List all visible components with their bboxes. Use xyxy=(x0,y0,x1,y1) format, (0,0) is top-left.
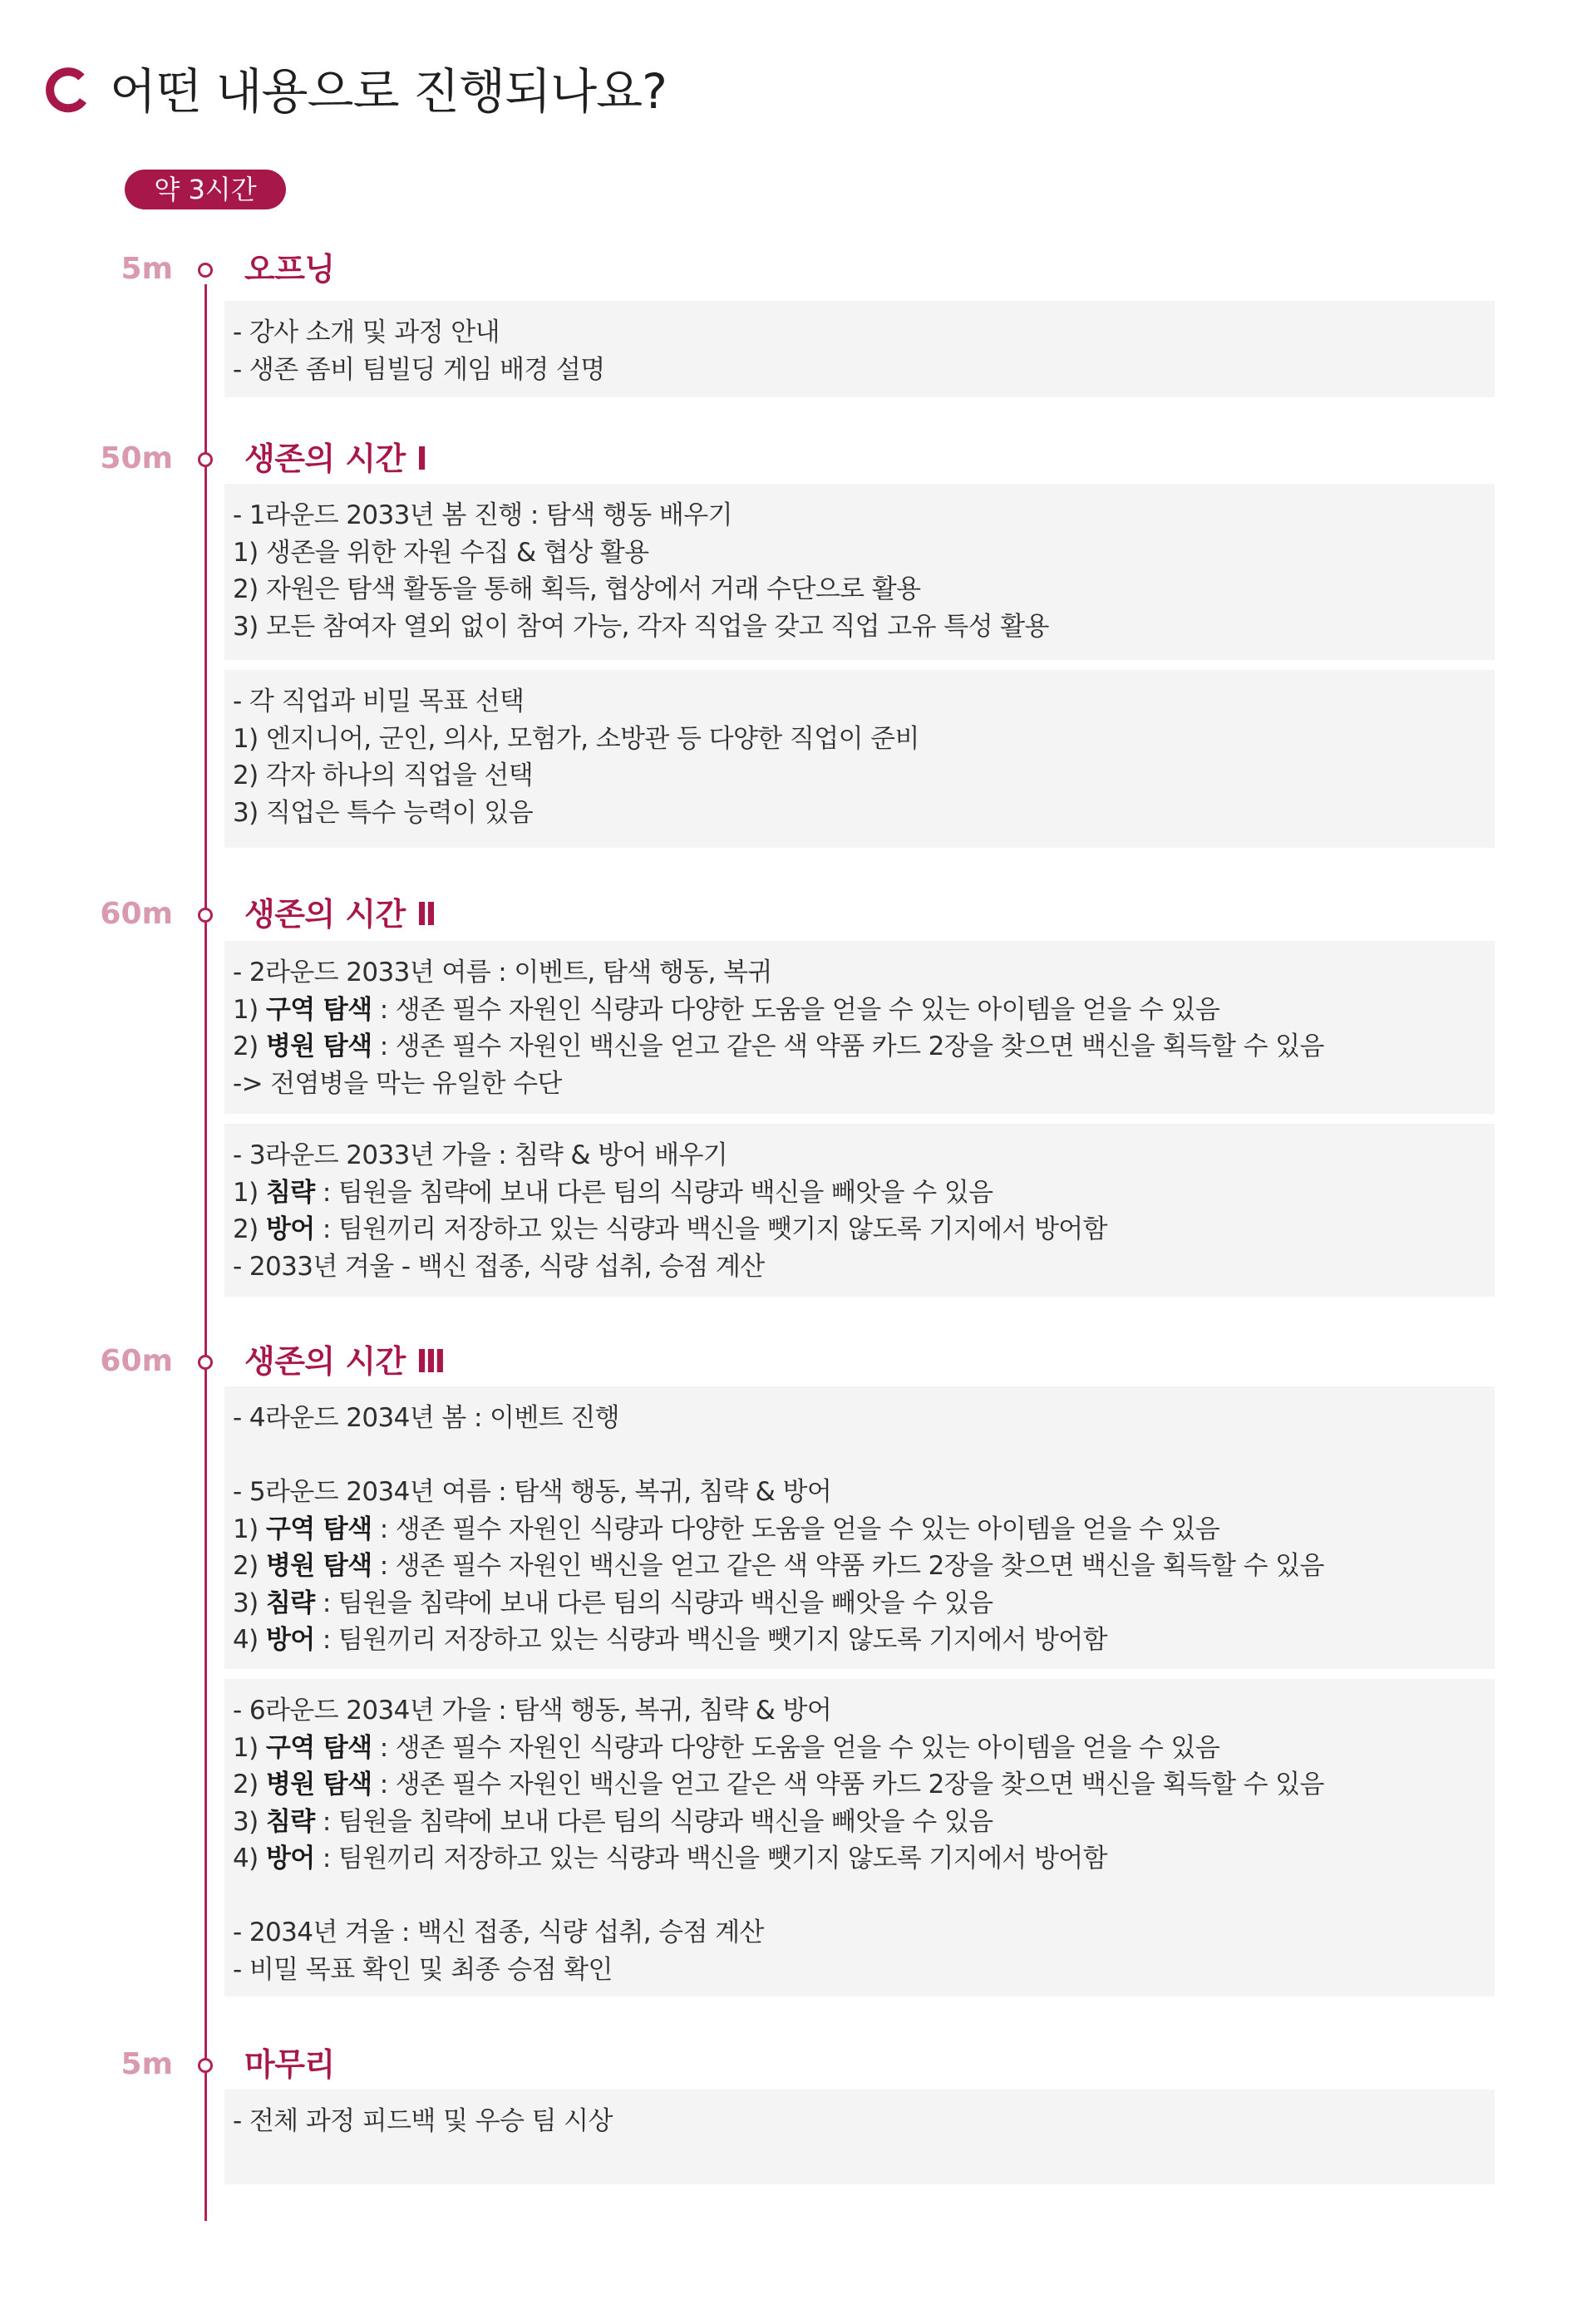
line-text: : 생존 필수 자원인 식량과 다양한 도움을 얻을 수 있는 아이템을 얻을 수 있음 xyxy=(372,1514,1220,1544)
duration-badge: 약 3시간 xyxy=(125,170,286,209)
agenda-line xyxy=(233,1174,1486,1212)
line-text: : 생존 필수 자원인 백신을 얻고 같은 색 약품 카드 2장을 찾으면 백신을 획득할 수 있음 xyxy=(372,1770,1324,1799)
timeline-line xyxy=(204,284,207,2221)
line-text: - 강사 소개 및 과정 안내 xyxy=(233,318,500,347)
line-text: 4) xyxy=(233,1625,266,1655)
section-title: 생존의 시간 Ⅲ xyxy=(244,1343,446,1380)
line-text: 1) xyxy=(233,1177,266,1208)
agenda-line xyxy=(233,571,1486,608)
line-text: - 2033년 겨울 - 백신 접종, 식량 섭취, 승점 계산 xyxy=(233,1251,765,1282)
section-duration: 60m xyxy=(100,1344,173,1378)
timeline-dot-icon xyxy=(198,452,213,467)
emphasis-text: 방어 xyxy=(265,1214,315,1244)
agenda-card xyxy=(224,1679,1495,1996)
section-duration: 50m xyxy=(100,441,173,475)
line-text: - 생존 좀비 팀빌딩 게임 배경 설명 xyxy=(233,354,605,385)
line-text: : 팀원을 침략에 보내 다른 팀의 식량과 백신을 빼앗을 수 있음 xyxy=(314,1806,993,1837)
section-title: 생존의 시간 Ⅰ xyxy=(244,441,428,477)
emphasis-text: 구역 탐색 xyxy=(265,994,372,1025)
agenda-line xyxy=(233,1028,1486,1066)
agenda-line xyxy=(233,608,1486,646)
agenda-line xyxy=(233,757,1486,795)
crimson-arc-logo-icon xyxy=(43,67,91,116)
line-text: - 전체 과정 피드백 및 우승 팀 시상 xyxy=(233,2106,613,2136)
agenda-line xyxy=(233,1400,1486,1437)
agenda-line xyxy=(233,1585,1486,1622)
line-spacer xyxy=(233,1878,1486,1915)
line-text: 1) xyxy=(233,1732,266,1763)
line-text: 2) xyxy=(233,1214,266,1244)
agenda-line xyxy=(233,1066,1486,1103)
emphasis-text: 침략 xyxy=(265,1177,315,1208)
line-text: : 팀원끼리 저장하고 있는 식량과 백신을 뺏기지 않도록 기지에서 방어함 xyxy=(314,1844,1107,1873)
line-text: : 생존 필수 자원인 식량과 다양한 도움을 얻을 수 있는 아이템을 얻을 수 있음 xyxy=(372,994,1220,1025)
line-text: 2) xyxy=(233,1770,266,1799)
line-text: 2) xyxy=(233,1551,266,1581)
emphasis-text: 방어 xyxy=(265,1844,315,1873)
agenda-line xyxy=(233,1622,1486,1659)
agenda-line xyxy=(233,1511,1486,1548)
emphasis-text: 침략 xyxy=(265,1806,315,1837)
line-text: : 생존 필수 자원인 백신을 얻고 같은 색 약품 카드 2장을 찾으면 백신을 획득할 수 있음 xyxy=(372,1551,1324,1581)
agenda-line xyxy=(233,1248,1486,1286)
emphasis-text: 방어 xyxy=(265,1625,315,1655)
line-text: - 3라운드 2033년 가을 : 침략 & 방어 배우기 xyxy=(233,1140,728,1170)
line-text: 3) 모든 참여자 열외 없이 참여 가능, 각자 직업을 갖고 직업 고유 특성 활용 xyxy=(233,611,1049,642)
line-spacer xyxy=(233,1437,1486,1475)
agenda-line xyxy=(233,721,1486,758)
section-duration: 60m xyxy=(100,897,173,931)
emphasis-text: 병원 탐색 xyxy=(265,1031,372,1061)
line-text: - 2034년 겨울 : 백신 접종, 식량 섭취, 승점 계산 xyxy=(233,1918,764,1947)
agenda-line xyxy=(233,2103,1486,2140)
agenda-line xyxy=(233,1211,1486,1248)
agenda-card xyxy=(224,670,1495,848)
agenda-card xyxy=(224,301,1495,397)
section-title: 생존의 시간 Ⅱ xyxy=(244,896,437,933)
emphasis-text: 병원 탐색 xyxy=(265,1551,372,1581)
agenda-line xyxy=(233,1804,1486,1841)
agenda-card xyxy=(224,2090,1495,2184)
agenda-card xyxy=(224,1124,1495,1297)
emphasis-text: 구역 탐색 xyxy=(265,1732,372,1763)
line-text: 2) xyxy=(233,1031,266,1061)
line-text: 3) xyxy=(233,1588,266,1618)
line-text: - 비밀 목표 확인 및 최종 승점 확인 xyxy=(233,1954,613,1985)
emphasis-text: 구역 탐색 xyxy=(265,1514,372,1544)
agenda-line xyxy=(233,1766,1486,1804)
agenda-line xyxy=(233,1692,1486,1730)
line-text: - 6라운드 2034년 가을 : 탐색 행동, 복귀, 침략 & 방어 xyxy=(233,1696,832,1726)
page-title: 어떤 내용으로 진행되나요? xyxy=(110,63,667,120)
agenda-line xyxy=(233,1137,1486,1174)
agenda-line xyxy=(233,1840,1486,1878)
page-header xyxy=(43,62,667,121)
timeline-dot-icon xyxy=(198,908,213,923)
agenda-line xyxy=(233,954,1486,992)
line-text: 2) 자원은 탐색 활동을 통해 획득, 협상에서 거래 수단으로 활용 xyxy=(233,574,921,604)
line-text: - 각 직업과 비밀 목표 선택 xyxy=(233,687,525,716)
line-text: -> 전염병을 막는 유일한 수단 xyxy=(233,1068,562,1099)
line-text: 1) 생존을 위한 자원 수집 & 협상 활용 xyxy=(233,537,649,568)
agenda-line xyxy=(233,992,1486,1029)
agenda-line xyxy=(233,1730,1486,1767)
agenda-line xyxy=(233,683,1486,721)
line-text: - 4라운드 2034년 봄 : 이벤트 진행 xyxy=(233,1403,620,1433)
line-text: 4) xyxy=(233,1844,266,1873)
line-text: 1) 엔지니어, 군인, 의사, 모험가, 소방관 등 다양한 직업이 준비 xyxy=(233,723,919,754)
agenda-line xyxy=(233,1914,1486,1952)
line-text: - 1라운드 2033년 봄 진행 : 탐색 행동 배우기 xyxy=(233,500,732,530)
line-text: 1) xyxy=(233,1514,266,1544)
line-text: 1) xyxy=(233,994,266,1025)
agenda-card xyxy=(224,484,1495,660)
line-text: : 생존 필수 자원인 백신을 얻고 같은 색 약품 카드 2장을 찾으면 백신을 획득할 수 있음 xyxy=(372,1031,1324,1061)
agenda-line xyxy=(233,497,1486,534)
timeline-dot-icon xyxy=(198,1355,213,1370)
emphasis-text: 침략 xyxy=(265,1588,315,1618)
agenda-line xyxy=(233,1548,1486,1585)
line-text: : 팀원을 침략에 보내 다른 팀의 식량과 백신을 빼앗을 수 있음 xyxy=(314,1588,993,1618)
line-text: : 팀원끼리 저장하고 있는 식량과 백신을 뺏기지 않도록 기지에서 방어함 xyxy=(314,1625,1107,1655)
line-text: - 5라운드 2034년 여름 : 탐색 행동, 복귀, 침략 & 방어 xyxy=(233,1477,832,1507)
agenda-line xyxy=(233,314,1486,352)
agenda-card xyxy=(224,1386,1495,1669)
line-text: : 팀원끼리 저장하고 있는 식량과 백신을 뺏기지 않도록 기지에서 방어함 xyxy=(314,1214,1107,1244)
agenda-line xyxy=(233,1474,1486,1511)
timeline-dot-icon xyxy=(198,2058,213,2073)
line-text: 3) 직업은 특수 능력이 있음 xyxy=(233,797,534,828)
timeline-dot-icon xyxy=(198,263,213,278)
line-text: 2) 각자 하나의 직업을 선택 xyxy=(233,761,534,790)
agenda-line xyxy=(233,352,1486,389)
section-duration: 5m xyxy=(121,252,173,286)
agenda-card xyxy=(224,941,1495,1114)
emphasis-text: 병원 탐색 xyxy=(265,1770,372,1799)
section-title: 오프닝 xyxy=(244,251,335,288)
section-title: 마무리 xyxy=(244,2046,335,2083)
line-text: 3) xyxy=(233,1806,266,1837)
section-duration: 5m xyxy=(121,2047,173,2081)
agenda-line xyxy=(233,795,1486,832)
line-text: : 생존 필수 자원인 식량과 다양한 도움을 얻을 수 있는 아이템을 얻을 수 있음 xyxy=(372,1732,1220,1763)
agenda-line xyxy=(233,534,1486,572)
line-text: : 팀원을 침략에 보내 다른 팀의 식량과 백신을 빼앗을 수 있음 xyxy=(314,1177,993,1208)
line-text: - 2라운드 2033년 여름 : 이벤트, 탐색 행동, 복귀 xyxy=(233,958,772,987)
agenda-line xyxy=(233,1952,1486,1989)
